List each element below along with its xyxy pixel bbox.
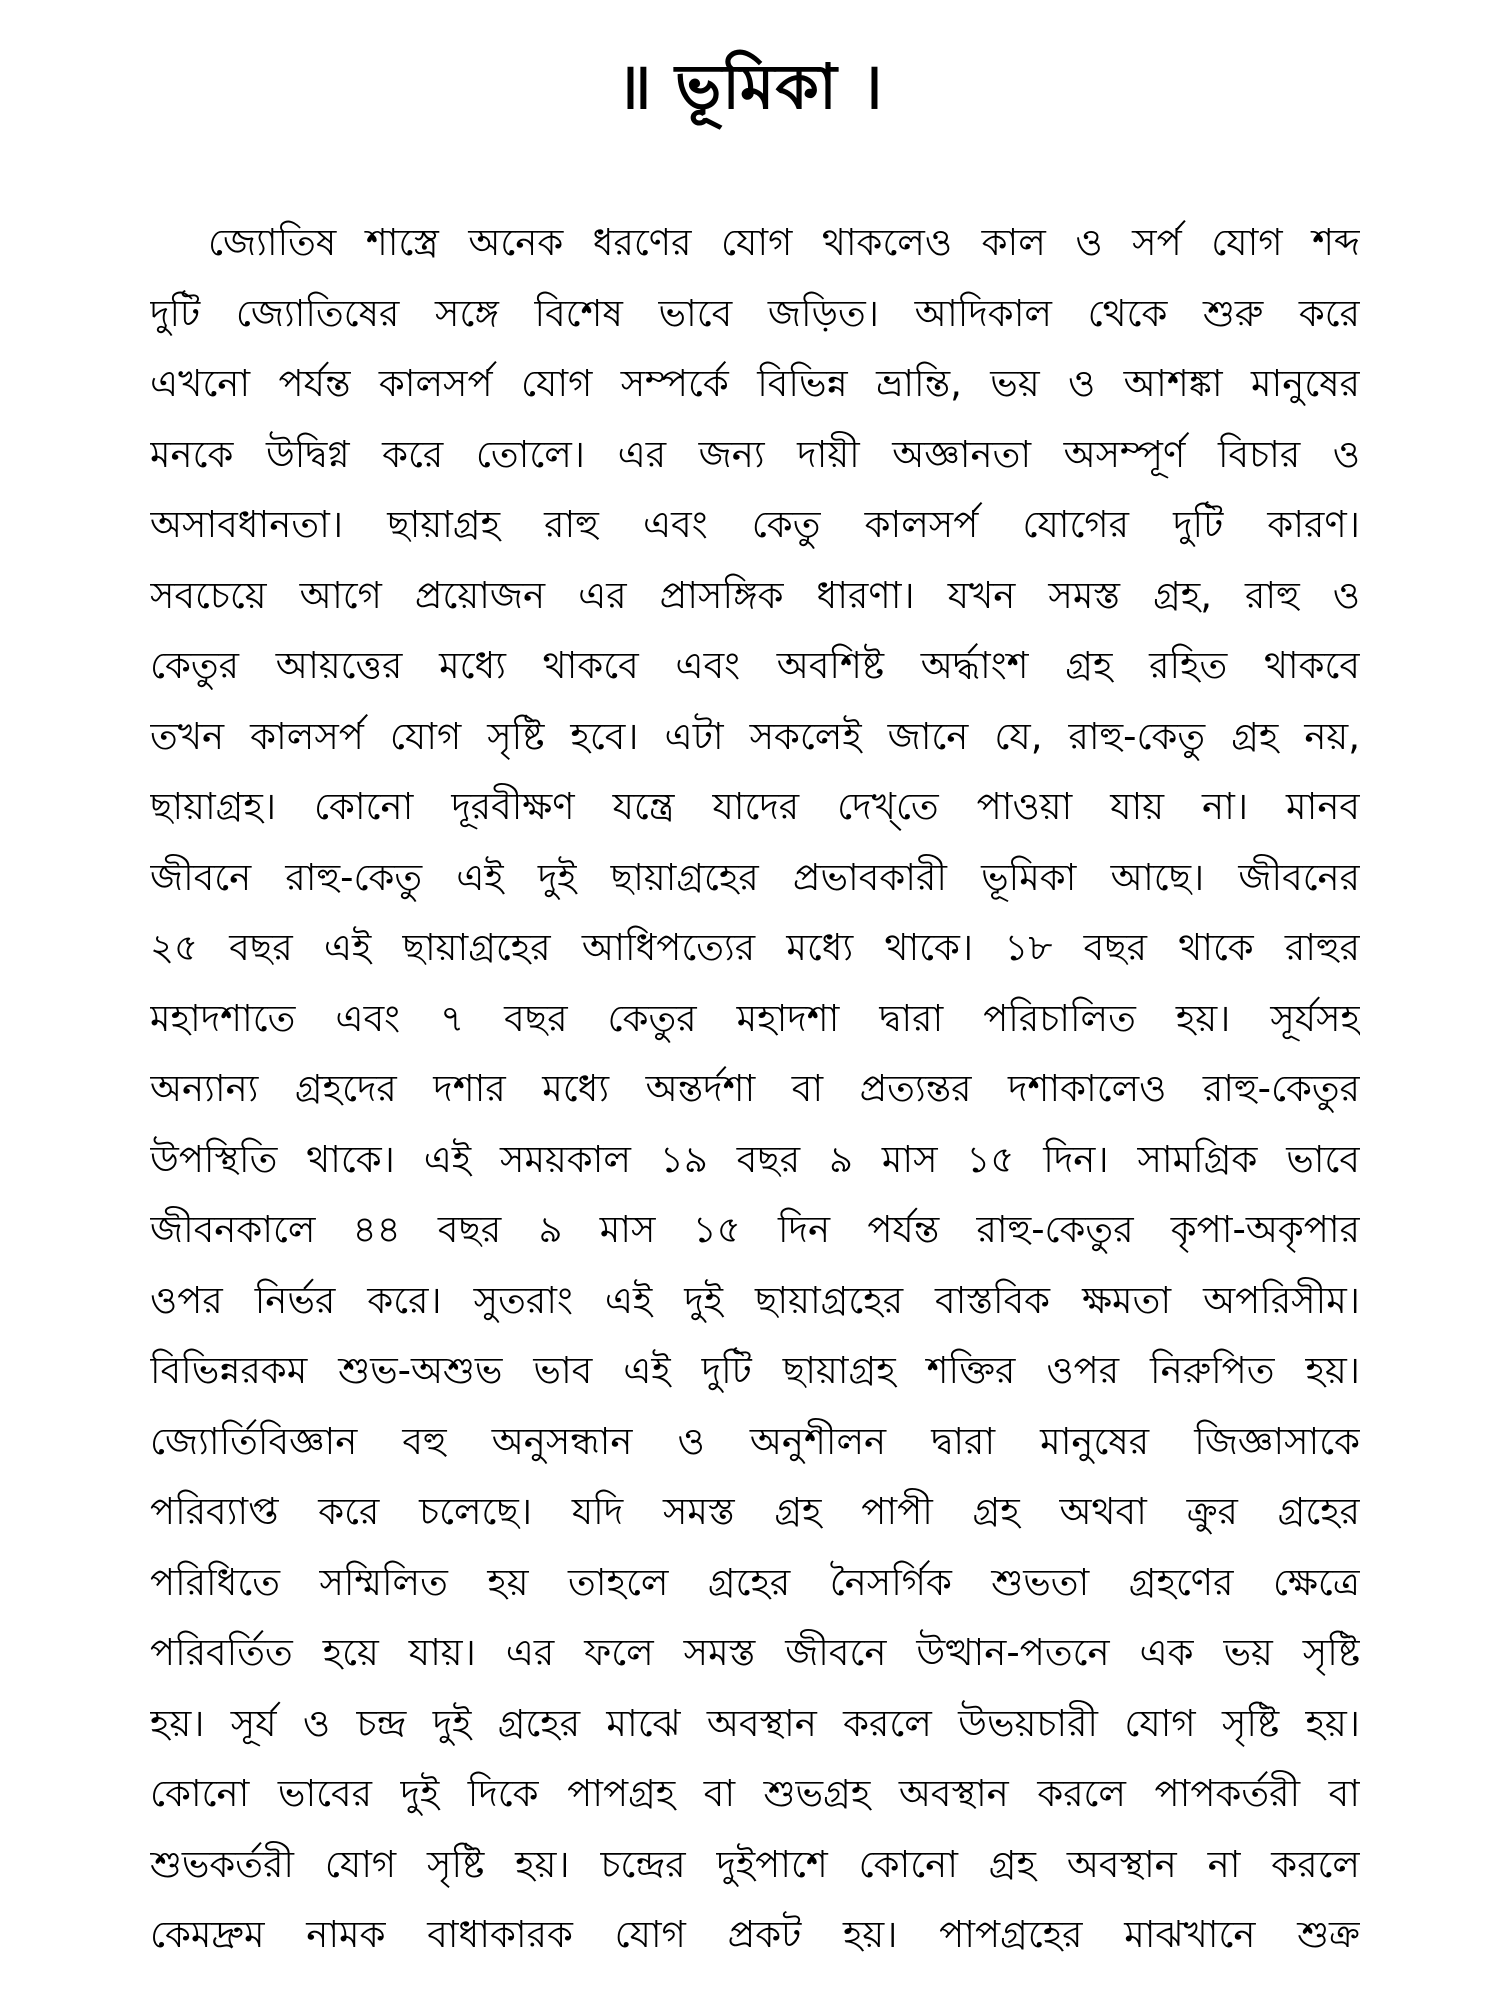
text-line: বিভিন্নরকম শুভ-অশুভ ভাব এই দুটি ছায়াগ্রহ শক্তির ওপর নিরুপিত হয়। bbox=[150, 1349, 1360, 1392]
text-line: সবচেয়ে আগে প্রয়োজন এর প্রাসঙ্গিক ধারণা। যখন সমস্ত গ্রহ, রাহু ও bbox=[150, 573, 1360, 617]
text-line: হয়। সূর্য ও চন্দ্র দুই গ্রহের মাঝে অবস্থান করলে উভয়চারী যোগ সৃষ্টি হয়। bbox=[150, 1701, 1360, 1745]
text-line: পরিব্যাপ্ত করে চলেছে। যদি সমস্ত গ্রহ পাপী গ্রহ অথবা ক্রুর গ্রহের bbox=[150, 1490, 1360, 1533]
text-line: এখনো পর্যন্ত কালসর্প যোগ সম্পর্কে বিভিন্ন ভ্রান্তি, ভয় ও আশঙ্কা মানুষের bbox=[150, 362, 1360, 405]
text-line: জ্যোর্তিবিজ্ঞান বহু অনুসন্ধান ও অনুশীলন দ্বারা মানুষের জিজ্ঞাসাকে bbox=[150, 1419, 1360, 1463]
text-line: পরিধিতে সম্মিলিত হয় তাহলে গ্রহের নৈসর্গিক শুভতা গ্রহণের ক্ষেত্রে bbox=[150, 1560, 1360, 1604]
text-line: কেতুর আয়ত্তের মধ্যে থাকবে এবং অবশিষ্ট অর্দ্ধাংশ গ্রহ রহিত থাকবে bbox=[150, 644, 1360, 687]
text-line: কোনো ভাবের দুই দিকে পাপগ্রহ বা শুভগ্রহ অবস্থান করলে পাপকর্তরী বা bbox=[150, 1772, 1360, 1815]
text-line: জ্যোতিষ শাস্ত্রে অনেক ধরণের যোগ থাকলেও কাল ও সর্প যোগ শব্দ bbox=[208, 221, 1360, 264]
text-line: জীবনকালে ৪৪ বছর ৯ মাস ১৫ দিন পর্যন্ত রাহু-কেতুর কৃপা-অকৃপার bbox=[150, 1208, 1360, 1251]
page-title: ॥ ভূমিকা । bbox=[616, 50, 884, 123]
text-line: অসাবধানতা। ছায়াগ্রহ রাহু এবং কেতু কালসর্প যোগের দুটি কারণ। bbox=[150, 503, 1360, 546]
text-line: কেমদ্রুম নামক বাধাকারক যোগ প্রকট হয়। পাপগ্রহের মাঝখানে শুক্র bbox=[150, 1913, 1360, 1956]
text-line: জীবনে রাহু-কেতু এই দুই ছায়াগ্রহের প্রভাবকারী ভূমিকা আছে। জীবনের bbox=[150, 855, 1360, 899]
body-paragraph bbox=[150, 208, 1360, 1971]
text-line: ২৫ বছর এই ছায়াগ্রহের আধিপত্যের মধ্যে থাকে। ১৮ বছর থাকে রাহুর bbox=[150, 926, 1360, 969]
text-line: শুভকর্তরী যোগ সৃষ্টি হয়। চন্দ্রের দুইপাশে কোনো গ্রহ অবস্থান না করলে bbox=[150, 1842, 1360, 1886]
text-line: ওপর নির্ভর করে। সুতরাং এই দুই ছায়াগ্রহের বাস্তবিক ক্ষমতা অপরিসীম। bbox=[150, 1278, 1360, 1322]
text-line: ছায়াগ্রহ। কোনো দূরবীক্ষণ যন্ত্রে যাদের দেখ্‌তে পাওয়া যায় না। মানব bbox=[150, 785, 1360, 828]
text-line: মহাদশাতে এবং ৭ বছর কেতুর মহাদশা দ্বারা পরিচালিত হয়। সূর্যসহ bbox=[150, 996, 1360, 1040]
text-line: দুটি জ্যোতিষের সঙ্গে বিশেষ ভাবে জড়িত। আদিকাল থেকে শুরু করে bbox=[150, 291, 1360, 335]
text-line: মনকে উদ্বিগ্ন করে তোলে। এর জন্য দায়ী অজ্ঞানতা অসম্পূর্ণ বিচার ও bbox=[150, 432, 1360, 476]
text-line: তখন কালসর্প যোগ সৃষ্টি হবে। এটা সকলেই জানে যে, রাহু-কেতু গ্রহ নয়, bbox=[150, 714, 1360, 758]
text-line: উপস্থিতি থাকে। এই সময়কাল ১৯ বছর ৯ মাস ১৫ দিন। সামগ্রিক ভাবে bbox=[150, 1137, 1360, 1181]
text-line: পরিবর্তিত হয়ে যায়। এর ফলে সমস্ত জীবনে উত্থান-পতনে এক ভয় সৃষ্টি bbox=[150, 1631, 1360, 1674]
text-line: অন্যান্য গ্রহদের দশার মধ্যে অন্তর্দশা বা প্রত্যন্তর দশাকালেও রাহু-কেতুর bbox=[150, 1067, 1360, 1110]
